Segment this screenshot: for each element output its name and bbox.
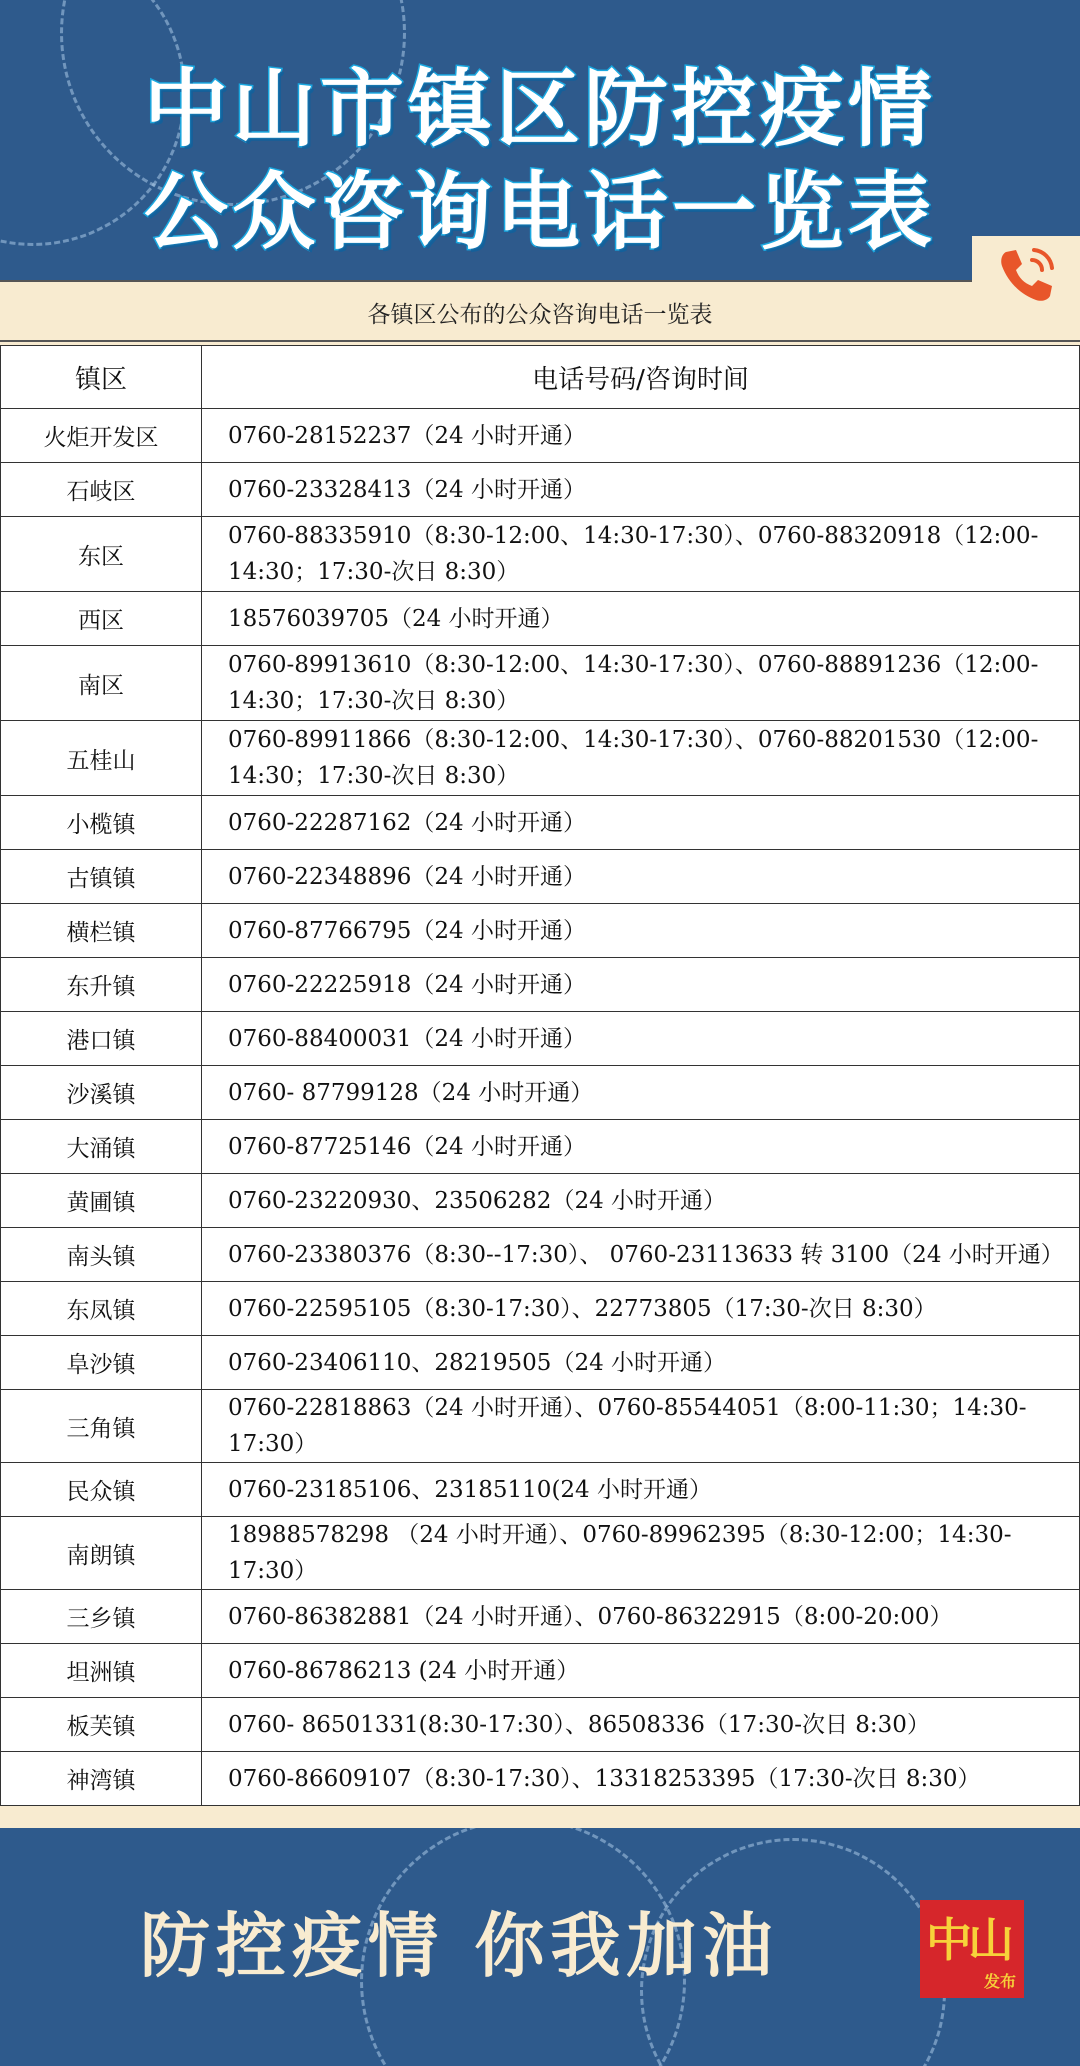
town-cell: 石岐区: [1, 463, 202, 517]
table-caption: 各镇区公布的公众咨询电话一览表: [367, 302, 713, 328]
town-cell: 西区: [1, 592, 202, 646]
phone-cell: 0760-89913610（8:30-12:00、14:30-17:30）、0760-88891236（12:00-14:30；17:30-次日 8:30）: [202, 646, 1080, 721]
table-row: [1, 1517, 1080, 1590]
town-cell: 南区: [1, 646, 202, 721]
header: [0, 0, 1080, 280]
town-cell: 三乡镇: [1, 1590, 202, 1644]
phone-cell: 0760-89911866（8:30-12:00、14:30-17:30）、0760-88201530（12:00-14:30；17:30-次日 8:30）: [202, 721, 1080, 796]
divider: [0, 340, 1080, 342]
table-row: [1, 721, 1080, 796]
town-cell: 东区: [1, 517, 202, 592]
town-cell: 神湾镇: [1, 1752, 202, 1806]
table-row: [1, 958, 1080, 1012]
divider: [0, 280, 1080, 282]
logo: [920, 1900, 1024, 1998]
town-cell: 小榄镇: [1, 796, 202, 850]
table-row: [1, 1174, 1080, 1228]
table-row: [1, 1282, 1080, 1336]
phone-cell: 0760-28152237（24 小时开通）: [202, 409, 1080, 463]
page-title-line2: 公众咨询电话一览表: [143, 163, 936, 261]
town-cell: 南朗镇: [1, 1517, 202, 1590]
logo-mark: 中山: [926, 1913, 1010, 1967]
town-cell: 板芙镇: [1, 1698, 202, 1752]
town-cell: 沙溪镇: [1, 1066, 202, 1120]
phone-cell: 0760-88335910（8:30-12:00、14:30-17:30）、0760-88320918（12:00-14:30；17:30-次日 8:30）: [202, 517, 1080, 592]
town-cell: 黄圃镇: [1, 1174, 202, 1228]
town-cell: 港口镇: [1, 1012, 202, 1066]
table-row: [1, 1390, 1080, 1463]
table-row: [1, 646, 1080, 721]
page-title-line1: 中山市镇区防控疫情: [143, 60, 936, 158]
table-row: [1, 1698, 1080, 1752]
column-header-phone: 电话号码/咨询时间: [202, 346, 1080, 409]
logo-caption: 发布: [983, 1972, 1016, 1991]
town-cell: 横栏镇: [1, 904, 202, 958]
phone-table: [0, 345, 1080, 1806]
column-header-town: 镇区: [1, 346, 202, 409]
table-row: [1, 904, 1080, 958]
phone-cell: 0760-22287162（24 小时开通）: [202, 796, 1080, 850]
town-cell: 东升镇: [1, 958, 202, 1012]
phone-cell: 0760-23220930、23506282（24 小时开通）: [202, 1174, 1080, 1228]
town-cell: 大涌镇: [1, 1120, 202, 1174]
town-cell: 坦洲镇: [1, 1644, 202, 1698]
table-row: [1, 796, 1080, 850]
phone-cell: 0760-86382881（24 小时开通）、0760-86322915（8:00-20:00）: [202, 1590, 1080, 1644]
table-header-row: [1, 346, 1080, 409]
town-cell: 东凤镇: [1, 1282, 202, 1336]
phone-cell: 0760-22818863（24 小时开通）、0760-85544051（8:00-11:30；14:30-17:30）: [202, 1390, 1080, 1463]
table-row: [1, 1066, 1080, 1120]
phone-cell: 0760-23380376（8:30--17:30）、 0760-23113633 转 3100（24 小时开通）: [202, 1228, 1080, 1282]
phone-cell: 18988578298 （24 小时开通）、0760-89962395（8:30-12:00；14:30-17:30）: [202, 1517, 1080, 1590]
table-row: [1, 1463, 1080, 1517]
phone-cell: 0760-23185106、23185110(24 小时开通）: [202, 1463, 1080, 1517]
phone-cell: 0760-23328413（24 小时开通）: [202, 463, 1080, 517]
table-row: [1, 1012, 1080, 1066]
phone-cell: 0760-22348896（24 小时开通）: [202, 850, 1080, 904]
table-row: [1, 592, 1080, 646]
table-row: [1, 517, 1080, 592]
town-cell: 三角镇: [1, 1390, 202, 1463]
phone-cell: 0760-86609107（8:30-17:30）、13318253395（17:30-次日 8:30）: [202, 1752, 1080, 1806]
phone-cell: 0760-87725146（24 小时开通）: [202, 1120, 1080, 1174]
table-body: [1, 409, 1080, 1806]
footer: [0, 1828, 1080, 2066]
table-row: [1, 1590, 1080, 1644]
phone-cell: 0760-88400031（24 小时开通）: [202, 1012, 1080, 1066]
phone-cell: 0760-86786213 (24 小时开通）: [202, 1644, 1080, 1698]
table-row: [1, 409, 1080, 463]
phone-cell: 0760-22225918（24 小时开通）: [202, 958, 1080, 1012]
town-cell: 古镇镇: [1, 850, 202, 904]
table-row: [1, 463, 1080, 517]
phone-cell: 0760- 86501331(8:30-17:30）、86508336（17:30-次日 8:30）: [202, 1698, 1080, 1752]
town-cell: 南头镇: [1, 1228, 202, 1282]
phone-cell: 0760- 87799128（24 小时开通）: [202, 1066, 1080, 1120]
table-row: [1, 1120, 1080, 1174]
town-cell: 民众镇: [1, 1463, 202, 1517]
table-row: [1, 1644, 1080, 1698]
phone-cell: 0760-23406110、28219505（24 小时开通）: [202, 1336, 1080, 1390]
table-row: [1, 850, 1080, 904]
town-cell: 火炬开发区: [1, 409, 202, 463]
table-row: [1, 1228, 1080, 1282]
phone-cell: 0760-22595105（8:30-17:30）、22773805（17:30-次日 8:30）: [202, 1282, 1080, 1336]
slogan: 防控疫情 你我加油: [140, 1905, 779, 1987]
phone-cell: 0760-87766795（24 小时开通）: [202, 904, 1080, 958]
town-cell: 五桂山: [1, 721, 202, 796]
phone-cell: 18576039705（24 小时开通）: [202, 592, 1080, 646]
table-row: [1, 1336, 1080, 1390]
town-cell: 阜沙镇: [1, 1336, 202, 1390]
table-row: [1, 1752, 1080, 1806]
phone-badge: [972, 236, 1080, 328]
